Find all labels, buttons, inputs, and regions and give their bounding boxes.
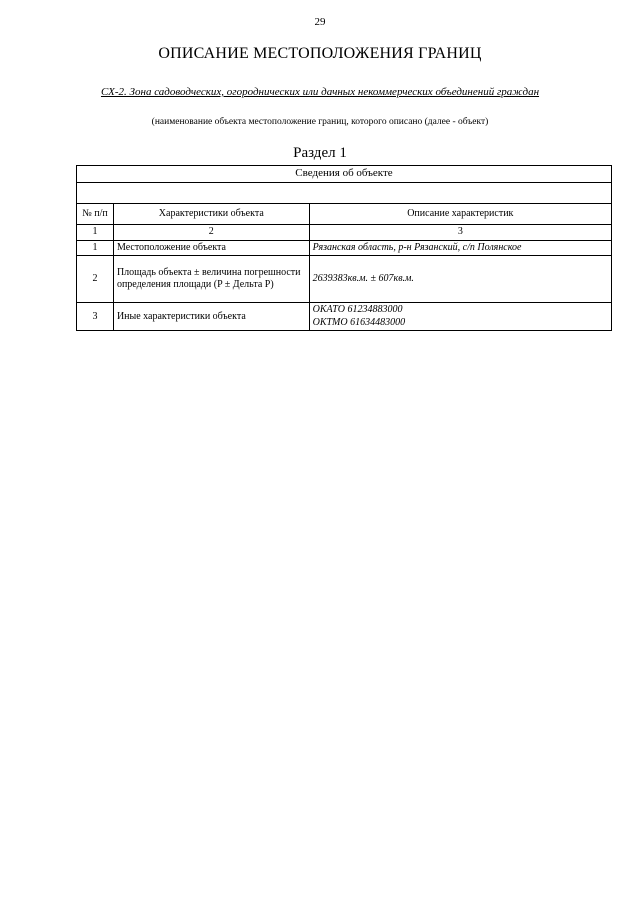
page-number: 29 [314,16,326,28]
row-characteristic: Местоположение объекта [113,240,309,256]
row-num: 2 [77,256,114,303]
row-characteristic: Площадь объекта ± величина погрешности определения площади (P ± Дельта P) [113,256,309,303]
page-title: ОПИСАНИЕ МЕСТОПОЛОЖЕНИЯ ГРАНИЦ [158,45,482,62]
column-header-characteristic: Характеристики объекта [113,203,309,224]
row-num: 3 [77,303,114,331]
column-index-3: 3 [309,224,611,240]
table-row [77,256,612,303]
column-header-num: № п/п [77,203,114,224]
table-header: Сведения об объекте [77,166,612,183]
table-empty-row [77,182,612,203]
column-index-row [77,224,612,240]
table-row [77,240,612,256]
section-title: Раздел 1 [293,145,347,161]
row-description: 2639383кв.м. ± 607кв.м. [309,256,611,303]
row-description [309,303,611,331]
column-index-2: 2 [113,224,309,240]
empty-cell [77,182,612,203]
table-header-row [77,166,612,183]
column-index-1: 1 [77,224,114,240]
table-row [77,303,612,331]
column-header-row [77,203,612,224]
object-info-table [76,165,612,331]
oktmo-code: ОКТМО 61634483000 [312,316,406,328]
column-header-description: Описание характеристик [309,203,611,224]
zone-caption: (наименование объекта местоположение границ, которого описано (далее - объект) [151,117,489,127]
row-characteristic: Иные характеристики объекта [113,303,309,331]
row-description: Рязанская область, р-н Рязанский, с/п Полянское [309,240,611,256]
row-num: 1 [77,240,114,256]
okato-code: ОКАТО 61234883000 [312,304,403,316]
zone-name: СХ-2. Зона садоводческих, огороднических или дачных некоммерческих объединений граждан [100,86,540,98]
